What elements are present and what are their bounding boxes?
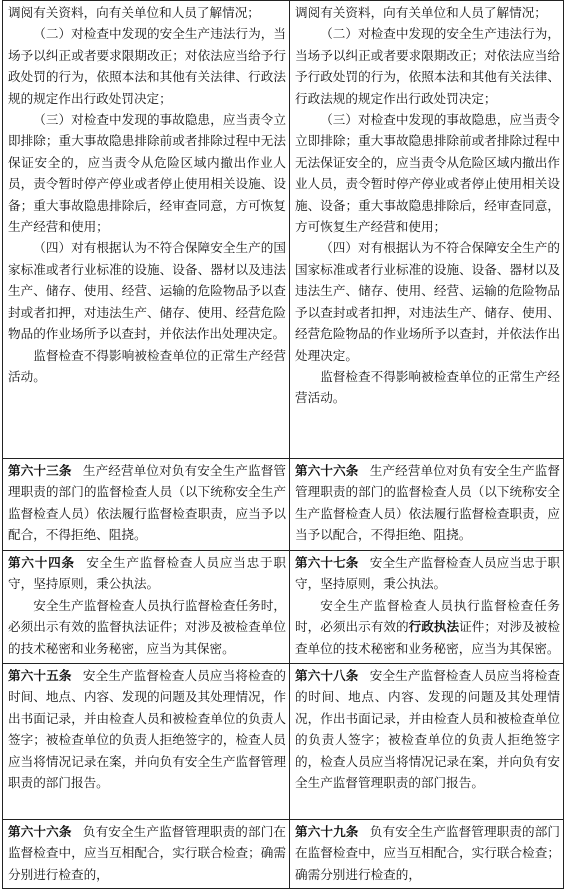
left-cell (3, 459, 290, 551)
left-cell (3, 551, 290, 664)
article-text: 安全生产监督检查人员应当忠于职守，坚持原则，秉公执法。 (295, 555, 561, 592)
paragraph: （二）对检查中发现的安全生产违法行为，当场予以纠正或者要求限期改正；对依法应当给予行政处罚的行为，依照本法和其他有关法律、行政法规的规定作出行政处罚决定； (8, 26, 286, 106)
article-text: 安全生产监督检查人员应当忠于职守，坚持原则，秉公执法。 (8, 555, 287, 592)
article-text: 证件；对涉及被检查单位的技术秘密和业务秘密，应当为其保密。 (295, 619, 561, 656)
table-row (3, 820, 564, 889)
left-cell (3, 820, 290, 889)
article-number: 第六十九条 (295, 824, 359, 839)
paragraph (8, 552, 286, 595)
paragraph (8, 460, 286, 546)
amended-text: 行政执法 (408, 619, 460, 635)
paragraph: （四）对有根据认为不符合保障安全生产的国家标准或者行业标准的设施、设备、器材以及违法生产、储存、使用、经营、运输的危险物品予以查封或者扣押，对违法生产、储存、使用、经营危险物品的作业场所予以查封，并依法作出处理决定。 (8, 240, 286, 342)
article-text: 生产经营单位对负有安全生产监督管理职责的部门的监督检查人员（以下统称安全生产监督检查人员）依法履行监督检查职责，应当予以配合，不得拒绝、阻挠。 (8, 463, 287, 543)
paragraph: （二）对检查中发现的安全生产违法行为，当场予以纠正或者要求限期改正；对依法应当给予行政处罚的行为，依照本法和其他有关法律、行政法规的规定作出行政处罚决定； (295, 26, 560, 106)
right-cell (290, 551, 564, 664)
paragraph (295, 552, 560, 595)
article-number: 第六十六条 (295, 463, 359, 478)
table-row (3, 459, 564, 551)
article-number: 第六十四条 (8, 555, 75, 570)
paragraph: （三）对检查中发现的事故隐患，应当责令立即排除；重大事故隐患排除前或者排除过程中无法保证安全的，应当责令从危险区域内撤出作业人员，责令暂时停产停业或者停止使用相关设施、设备；重大事故隐患排除后，经审查同意，方可恢复生产经营和使用； (295, 112, 560, 235)
paragraph (8, 665, 286, 793)
paragraph (295, 460, 560, 546)
article-number: 第六十六条 (8, 824, 72, 839)
paragraph: （四）对有根据认为不符合保障安全生产的国家标准或者行业标准的设施、设备、器材以及违法生产、储存、使用、经营、运输的危险物品予以查封或者扣押，对违法生产、储存、使用、经营危险物品的作业场所予以查封，并依法作出处理决定。 (295, 240, 560, 363)
article-number: 第六十七条 (295, 555, 359, 570)
article-text: 安全生产监督检查人员应当将检查的时间、地点、内容、发现的问题及其处理情况，作出书面记录，并由检查人员和被检查单位的负责人签字；被检查单位的负责人拒绝签字的，检查人员应当将情况记录在案，并向负有安全生产监督管理职责的部门报告。 (8, 668, 287, 791)
right-cell (290, 664, 564, 820)
paragraph (295, 665, 560, 793)
paragraph (295, 595, 560, 659)
article-text: 生产经营单位对负有安全生产监督管理职责的部门的监督检查人员（以下统称安全生产监督检查人员）依法履行监督检查职责，应当予以配合，不得拒绝、阻挠。 (295, 463, 561, 543)
paragraph (295, 821, 560, 885)
article-text: 安全生产监督检查人员应当将检查的时间、地点、内容、发现的问题及其处理情况，作出书面记录，并由检查人员和被检查单位的负责人签字；被检查单位的负责人拒绝签字的，检查人员应当将情况记录在案，并向负有安全生产监督管理职责的部门报告。 (295, 668, 561, 791)
article-text: 负有安全生产监督管理职责的部门在监督检查中，应当互相配合，实行联合检查；确需分别进行检查的， (295, 824, 561, 882)
article-number: 第六十三条 (8, 463, 72, 478)
right-cell (290, 459, 564, 551)
paragraph: 安全生产监督检查人员执行监督检查任务时，必须出示有效的监督执法证件；对涉及被检查单位的技术秘密和业务秘密，应当为其保密。 (8, 597, 286, 656)
article-text: 安全生产监督检查人员执行监督检查任务时，必须出示有效的 (295, 597, 560, 635)
paragraph: （三）对检查中发现的事故隐患，应当责令立即排除；重大事故隐患排除前或者排除过程中无法保证安全的，应当责令从危险区域内撤出作业人员，责令暂时停产停业或者停止使用相关设施、设备；重大事故隐患排除后，经审查同意，方可恢复生产经营和使用； (8, 112, 286, 235)
table-row (3, 551, 564, 664)
left-cell (3, 1, 290, 459)
right-cell (290, 1, 564, 459)
paragraph: 监督检查不得影响被检查单位的正常生产经营活动。 (295, 368, 560, 406)
left-cell (3, 664, 290, 820)
article-text: 负有安全生产监督管理职责的部门在监督检查中，应当互相配合，实行联合检查；确需分别进行检查的， (8, 824, 287, 882)
comparison-table (2, 0, 564, 889)
table-row (3, 1, 564, 459)
paragraph: 监督检查不得影响被检查单位的正常生产经营活动。 (8, 347, 286, 384)
article-number: 第六十八条 (295, 668, 359, 683)
paragraph: 调阅有关资料，向有关单位和人员了解情况； (295, 5, 547, 20)
article-number: 第六十五条 (8, 668, 72, 683)
paragraph (8, 821, 286, 885)
right-cell (290, 820, 564, 889)
paragraph: 调阅有关资料，向有关单位和人员了解情况； (8, 5, 260, 20)
table-row (3, 664, 564, 820)
